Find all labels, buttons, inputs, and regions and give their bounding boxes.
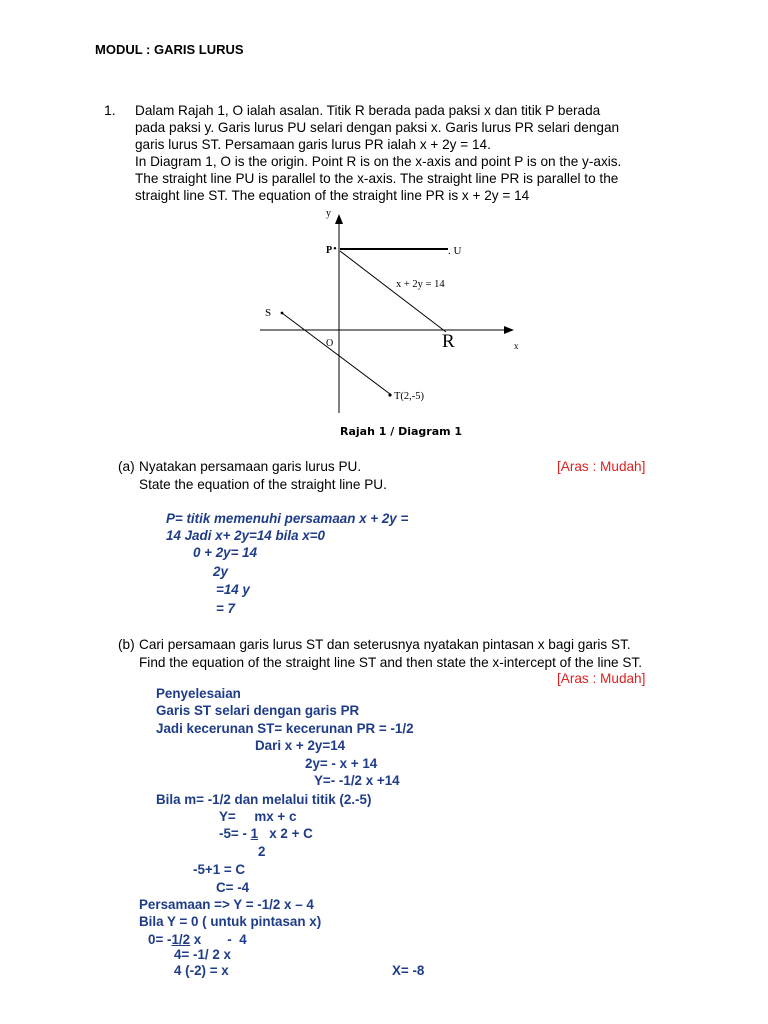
line-pr	[340, 251, 446, 332]
fraction-numerator: 1	[250, 826, 259, 841]
diagram-caption: Rajah 1 / Diagram 1	[340, 425, 463, 438]
part-b-label: (b)	[118, 637, 135, 652]
part-b-answer-line-11: C= -4	[216, 880, 250, 895]
question-malay-line-1: Dalam Rajah 1, O ialah asalan. Titik R berada pada paksi x dan titik P berada	[135, 103, 601, 118]
question-english-line-3: straight line ST. The equation of the straight line PR is x + 2y = 14	[135, 188, 530, 203]
part-b-answer-line-12: Persamaan => Y = -1/2 x – 4	[139, 897, 314, 912]
point-u-label: . U	[448, 245, 462, 257]
y-axis-arrow	[335, 214, 343, 224]
line-pr-equation: x + 2y = 14	[396, 279, 445, 290]
fraction-suffix: x 2 + C	[258, 826, 313, 841]
part-b-answer-line-5: Y=- -1/2 x +14	[314, 773, 400, 788]
line-st	[282, 313, 390, 394]
point-p-dot: •	[333, 243, 337, 255]
point-t-dot	[388, 393, 391, 396]
question-malay-line-3: garis lurus ST. Persamaan garis lurus PR ialah x + 2y = 14.	[135, 137, 491, 152]
intercept-fraction: 1/2	[171, 932, 191, 947]
intercept-prefix: 0= -	[148, 932, 172, 947]
x-axis-label: x	[514, 341, 519, 351]
fraction-denominator: 2	[258, 844, 266, 859]
intercept-suffix: x - 4	[190, 932, 247, 947]
part-b-question-english: Find the equation of the straight line ST and then state the x-intercept of the line ST.	[139, 655, 643, 670]
part-b-solution-heading: Penyelesaian	[156, 686, 241, 701]
part-b-answer-line-2: Jadi kecerunan ST= kecerunan PR = -1/2	[156, 721, 414, 736]
part-b-answer-line-10: -5+1 = C	[193, 862, 246, 877]
point-r-label: R	[442, 331, 455, 352]
part-a-question-english: State the equation of the straight line PU.	[139, 477, 387, 492]
part-a-answer-line-6: = 7	[216, 601, 235, 616]
page-title: MODUL : GARIS LURUS	[95, 42, 244, 57]
question-malay-line-2: pada paksi y. Garis lurus PU selari dengan paksi x. Garis lurus PR selari dengan	[135, 120, 620, 135]
part-a-answer-line-5: =14 y	[216, 582, 250, 597]
point-p-label: P	[326, 245, 333, 256]
part-a-answer-line-3: 0 + 2y= 14	[193, 545, 258, 560]
part-b-answer-line-14	[148, 932, 247, 947]
diagram-1	[0, 0, 768, 445]
part-b-question-malay: Cari persamaan garis lurus ST dan seterusnya nyatakan pintasan x bagi garis ST.	[139, 637, 631, 652]
part-b-answer-line-7: Y= mx + c	[219, 809, 297, 824]
part-a-answer-line-1: P= titik memenuhi persamaan x + 2y =	[166, 511, 409, 526]
part-b-answer-line-15: 4= -1/ 2 x	[174, 947, 231, 962]
part-b-answer-line-6: Bila m= -1/2 dan melalui titik (2.-5)	[156, 792, 372, 807]
part-b-answer-line-4: 2y= - x + 14	[305, 756, 378, 771]
fraction-prefix: -5= -	[219, 826, 251, 841]
point-s-label: S	[265, 307, 272, 319]
question-english-line-1: In Diagram 1, O is the origin. Point R is on the x-axis and point P is on the y-axis.	[135, 154, 622, 169]
point-t-label: T(2,-5)	[394, 391, 425, 402]
part-b-answer-line-3: Dari x + 2y=14	[255, 738, 346, 753]
y-axis-label: y	[326, 208, 331, 219]
part-b-level: [Aras : Mudah]	[557, 671, 646, 686]
point-s-dot	[281, 312, 284, 315]
part-a-question-malay: Nyatakan persamaan garis lurus PU.	[139, 459, 362, 474]
point-o-label: O	[326, 338, 334, 349]
part-b-answer-line-1: Garis ST selari dengan garis PR	[156, 703, 360, 718]
part-a-label: (a)	[118, 459, 135, 474]
part-b-answer-line-16: 4 (-2) = x	[174, 963, 229, 978]
x-axis-arrow	[504, 326, 514, 334]
x-intercept-result: X= -8	[392, 963, 425, 978]
part-a-answer-line-4: 2y	[213, 564, 228, 579]
part-b-answer-line-13: Bila Y = 0 ( untuk pintasan x)	[139, 914, 322, 929]
question-number: 1.	[104, 102, 116, 118]
part-a-level: [Aras : Mudah]	[557, 459, 646, 474]
part-a-answer-line-2: 14 Jadi x+ 2y=14 bila x=0	[166, 528, 325, 543]
question-english-line-2: The straight line PU is parallel to the x-axis. The straight line PR is parallel to the	[135, 171, 619, 186]
part-b-answer-line-8	[219, 826, 313, 841]
